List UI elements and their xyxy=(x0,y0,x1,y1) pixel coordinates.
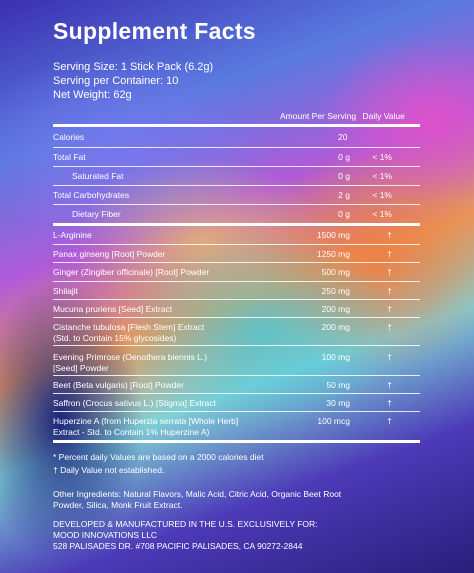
table-row xyxy=(53,376,420,394)
row-name: Mucuna pruriens [Seed] Extract xyxy=(53,304,173,314)
amount-header: Amount Per Serving xyxy=(280,111,357,121)
other-ingredients: Other Ingredients: Natural Flavors, Malic Acid, Citric Acid, Organic Beet Root Powder, Silica, Monk Fruit Extract. xyxy=(53,489,342,510)
table-row xyxy=(53,186,420,205)
table-row xyxy=(53,282,420,300)
row-amount: 500 mg xyxy=(321,267,350,277)
row-dv: † xyxy=(387,322,392,332)
divider-top xyxy=(53,124,420,127)
row-amount: 30 mg xyxy=(326,398,350,408)
row-amount: 2 g xyxy=(338,190,350,200)
row-name: Dietary Fiber xyxy=(72,209,121,219)
table-row xyxy=(53,263,420,282)
table-row xyxy=(53,205,420,223)
row-name: Saffron (Crocus sativus L.) [Stigma] Extract xyxy=(53,398,216,408)
row-dv: < 1% xyxy=(372,209,392,219)
row-dv: † xyxy=(387,416,392,426)
row-dv: † xyxy=(387,267,392,277)
table-row xyxy=(53,412,420,438)
row-name: Huperzine A (from Huperzia serrata [Whole Herb] Extract - Std. to Contain 1% Huperzine A) xyxy=(53,416,239,437)
row-dv: < 1% xyxy=(372,171,392,181)
row-name: Total Fat xyxy=(53,152,86,162)
dagger-footnote: † Daily Value not established. xyxy=(53,465,165,475)
manufacturer-info: DEVELOPED & MANUFACTURED IN THE U.S. EXCLUSIVELY FOR: MOOD INNOVATIONS LLC 528 PALISADES DR. #708 PACIFIC PALISADES, CA 90272-2844 xyxy=(53,519,318,551)
table-row xyxy=(53,245,420,263)
row-amount: 50 mg xyxy=(326,380,350,390)
row-name: Cistanche tubulosa [Flesh Stem] Extract (Std. to Contain 15% glycosides) xyxy=(53,322,205,343)
ingredient-table xyxy=(53,226,420,438)
row-name: Saturated Fat xyxy=(72,171,124,181)
table-row xyxy=(53,394,420,412)
row-name: Total Carbohydrates xyxy=(53,190,130,200)
row-name: Evening Primrose (Oenothera biennis L.) [Seed] Powder xyxy=(53,352,208,373)
row-amount: 100 mg xyxy=(321,352,350,362)
table-row xyxy=(53,128,420,148)
table-row xyxy=(53,300,420,318)
daily-value-header: Daily Value xyxy=(362,111,405,121)
row-amount: 200 mg xyxy=(321,304,350,314)
table-row xyxy=(53,148,420,167)
row-dv: < 1% xyxy=(372,190,392,200)
row-name: Shilajit xyxy=(53,286,79,296)
row-dv: † xyxy=(387,352,392,362)
footnotes xyxy=(53,452,264,476)
divider-bottom xyxy=(53,440,420,443)
row-dv: † xyxy=(387,304,392,314)
row-dv: < 1% xyxy=(372,152,392,162)
row-name: Ginger (Zingiber officinale) [Root] Powder xyxy=(53,267,210,277)
row-dv: † xyxy=(387,398,392,408)
table-row xyxy=(53,318,420,346)
row-dv: † xyxy=(387,230,392,240)
serving-info xyxy=(53,60,213,102)
row-amount: 0 g xyxy=(338,152,350,162)
row-amount: 1500 mg xyxy=(316,230,350,240)
net-weight: Net Weight: 62g xyxy=(53,89,132,101)
table-row xyxy=(53,346,420,376)
page-title: Supplement Facts xyxy=(53,18,256,44)
table-row xyxy=(53,167,420,186)
row-amount: 1250 mg xyxy=(316,249,350,259)
row-name: L-Arginine xyxy=(53,230,92,240)
row-amount: 200 mg xyxy=(321,322,350,332)
row-name: Beet (Beta vulgaris) [Root] Powder xyxy=(53,380,184,390)
row-amount: 0 g xyxy=(338,171,350,181)
row-amount: 100 mcg xyxy=(317,416,350,426)
row-name: Panax ginseng [Root] Powder xyxy=(53,249,166,259)
row-amount: 0 g xyxy=(338,209,350,219)
row-dv: † xyxy=(387,249,392,259)
row-dv: † xyxy=(387,286,392,296)
row-amount: 250 mg xyxy=(321,286,350,296)
column-headers xyxy=(280,111,409,121)
percent-footnote: * Percent daily Values are based on a 2000 calories diet xyxy=(53,452,264,462)
servings-per-container: Serving per Container: 10 xyxy=(53,75,179,87)
row-amount: 20 xyxy=(338,132,348,142)
table-row xyxy=(53,226,420,245)
row-dv: † xyxy=(387,380,392,390)
nutrition-table xyxy=(53,128,420,223)
serving-size: Serving Size: 1 Stick Pack (6.2g) xyxy=(53,61,214,73)
row-name: Calories xyxy=(53,132,85,142)
